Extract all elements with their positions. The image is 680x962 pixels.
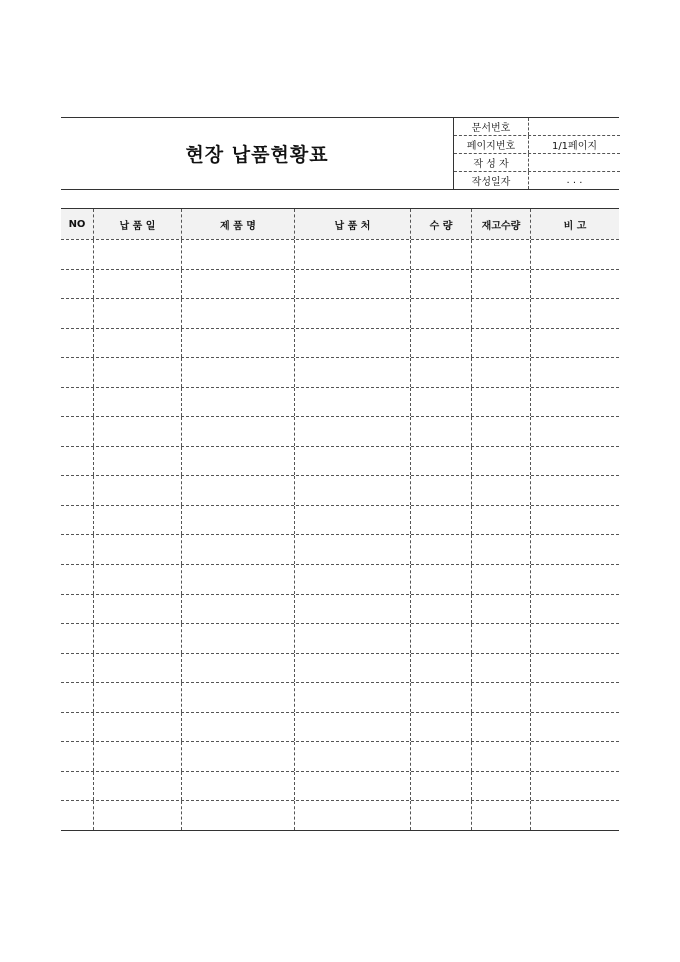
cell-delivery-place[interactable] xyxy=(294,742,410,771)
cell-no[interactable] xyxy=(61,535,93,564)
column-header-delivery-date: 납 품 일 xyxy=(93,209,181,239)
cell-no[interactable] xyxy=(61,476,93,505)
cell-delivery-place[interactable] xyxy=(294,358,410,387)
cell-stock-quantity[interactable] xyxy=(471,299,530,328)
cell-quantity[interactable] xyxy=(410,329,471,358)
cell-product-name[interactable] xyxy=(181,624,294,653)
cell-no[interactable] xyxy=(61,506,93,535)
delivery-table xyxy=(61,208,619,831)
cell-product-name[interactable] xyxy=(181,417,294,446)
cell-delivery-place[interactable] xyxy=(294,329,410,358)
meta-value: 1/1페이지 xyxy=(551,141,598,152)
cell-stock-quantity[interactable] xyxy=(471,240,530,269)
cell-no[interactable] xyxy=(61,742,93,771)
cell-stock-quantity[interactable] xyxy=(471,535,530,564)
cell-quantity[interactable] xyxy=(410,476,471,505)
cell-quantity[interactable] xyxy=(410,417,471,446)
cell-delivery-date[interactable] xyxy=(93,506,181,535)
cell-product-name[interactable] xyxy=(181,565,294,594)
cell-remarks[interactable] xyxy=(530,595,619,624)
cell-stock-quantity[interactable] xyxy=(471,713,530,742)
cell-quantity[interactable] xyxy=(410,565,471,594)
cell-no[interactable] xyxy=(61,595,93,624)
column-header-delivery-place: 납 품 처 xyxy=(294,209,410,239)
table-row xyxy=(61,623,619,653)
cell-stock-quantity[interactable] xyxy=(471,270,530,299)
cell-product-name[interactable] xyxy=(181,358,294,387)
cell-product-name[interactable] xyxy=(181,654,294,683)
meta-label: 페이지번호 xyxy=(454,136,529,153)
cell-delivery-place[interactable] xyxy=(294,595,410,624)
cell-delivery-date[interactable] xyxy=(93,447,181,476)
cell-delivery-date[interactable] xyxy=(93,624,181,653)
cell-remarks[interactable] xyxy=(530,388,619,417)
meta-value xyxy=(529,118,620,135)
cell-no[interactable] xyxy=(61,358,93,387)
cell-no[interactable] xyxy=(61,299,93,328)
cell-delivery-place[interactable] xyxy=(294,801,410,830)
cell-stock-quantity[interactable] xyxy=(471,565,530,594)
table-row xyxy=(61,534,619,564)
cell-stock-quantity[interactable] xyxy=(471,801,530,830)
cell-delivery-place[interactable] xyxy=(294,388,410,417)
cell-remarks[interactable] xyxy=(530,358,619,387)
cell-stock-quantity[interactable] xyxy=(471,358,530,387)
table-row xyxy=(61,741,619,771)
cell-quantity[interactable] xyxy=(410,772,471,801)
cell-quantity[interactable] xyxy=(410,358,471,387)
table-header-row xyxy=(61,209,619,239)
cell-quantity[interactable] xyxy=(410,240,471,269)
table-row xyxy=(61,357,619,387)
cell-stock-quantity[interactable] xyxy=(471,595,530,624)
cell-product-name[interactable] xyxy=(181,772,294,801)
table-row xyxy=(61,505,619,535)
meta-value: . . . xyxy=(566,175,583,186)
cell-product-name[interactable] xyxy=(181,506,294,535)
cell-delivery-place[interactable] xyxy=(294,535,410,564)
cell-quantity[interactable] xyxy=(410,683,471,712)
cell-no[interactable] xyxy=(61,713,93,742)
cell-delivery-place[interactable] xyxy=(294,506,410,535)
meta-label: 문서번호 xyxy=(454,118,529,135)
cell-product-name[interactable] xyxy=(181,595,294,624)
cell-delivery-date[interactable] xyxy=(93,772,181,801)
cell-stock-quantity[interactable] xyxy=(471,506,530,535)
table-row xyxy=(61,800,619,830)
cell-delivery-date[interactable] xyxy=(93,417,181,446)
meta-row-author xyxy=(454,154,620,172)
table-row xyxy=(61,446,619,476)
cell-remarks[interactable] xyxy=(530,565,619,594)
cell-stock-quantity[interactable] xyxy=(471,654,530,683)
cell-no[interactable] xyxy=(61,329,93,358)
cell-product-name[interactable] xyxy=(181,240,294,269)
cell-delivery-date[interactable] xyxy=(93,270,181,299)
cell-delivery-date[interactable] xyxy=(93,358,181,387)
table-body xyxy=(61,239,619,830)
column-header-remarks: 비 고 xyxy=(530,209,619,239)
table-row xyxy=(61,712,619,742)
cell-product-name[interactable] xyxy=(181,683,294,712)
cell-remarks[interactable] xyxy=(530,447,619,476)
cell-quantity[interactable] xyxy=(410,654,471,683)
cell-delivery-place[interactable] xyxy=(294,240,410,269)
cell-delivery-place[interactable] xyxy=(294,654,410,683)
cell-remarks[interactable] xyxy=(530,506,619,535)
cell-delivery-date[interactable] xyxy=(93,801,181,830)
meta-label: 작 성 자 xyxy=(454,154,529,171)
cell-delivery-place[interactable] xyxy=(294,624,410,653)
meta-label: 작성일자 xyxy=(454,172,529,189)
cell-delivery-place[interactable] xyxy=(294,270,410,299)
cell-no[interactable] xyxy=(61,240,93,269)
cell-remarks[interactable] xyxy=(530,713,619,742)
cell-remarks[interactable] xyxy=(530,624,619,653)
column-header-product-name: 제 품 명 xyxy=(181,209,294,239)
table-row xyxy=(61,387,619,417)
cell-delivery-date[interactable] xyxy=(93,299,181,328)
cell-stock-quantity[interactable] xyxy=(471,683,530,712)
cell-no[interactable] xyxy=(61,654,93,683)
cell-delivery-date[interactable] xyxy=(93,595,181,624)
cell-stock-quantity[interactable] xyxy=(471,447,530,476)
cell-remarks[interactable] xyxy=(530,270,619,299)
cell-stock-quantity[interactable] xyxy=(471,476,530,505)
cell-remarks[interactable] xyxy=(530,742,619,771)
cell-remarks[interactable] xyxy=(530,476,619,505)
document-title: 현장 납품현황표 xyxy=(185,144,329,166)
cell-remarks[interactable] xyxy=(530,240,619,269)
table-row xyxy=(61,269,619,299)
cell-delivery-place[interactable] xyxy=(294,683,410,712)
table-row xyxy=(61,564,619,594)
table-row xyxy=(61,475,619,505)
cell-stock-quantity[interactable] xyxy=(471,624,530,653)
cell-quantity[interactable] xyxy=(410,595,471,624)
cell-quantity[interactable] xyxy=(410,535,471,564)
cell-quantity[interactable] xyxy=(410,624,471,653)
cell-no[interactable] xyxy=(61,683,93,712)
cell-remarks[interactable] xyxy=(530,535,619,564)
cell-product-name[interactable] xyxy=(181,447,294,476)
cell-delivery-place[interactable] xyxy=(294,565,410,594)
meta-row-date xyxy=(454,172,620,189)
cell-product-name[interactable] xyxy=(181,270,294,299)
cell-no[interactable] xyxy=(61,447,93,476)
cell-delivery-date[interactable] xyxy=(93,683,181,712)
cell-stock-quantity[interactable] xyxy=(471,772,530,801)
table-row xyxy=(61,298,619,328)
table-row xyxy=(61,328,619,358)
cell-delivery-place[interactable] xyxy=(294,713,410,742)
cell-remarks[interactable] xyxy=(530,417,619,446)
cell-product-name[interactable] xyxy=(181,476,294,505)
table-row xyxy=(61,771,619,801)
cell-stock-quantity[interactable] xyxy=(471,329,530,358)
cell-remarks[interactable] xyxy=(530,683,619,712)
table-row xyxy=(61,239,619,269)
cell-delivery-date[interactable] xyxy=(93,476,181,505)
meta-row-page-number xyxy=(454,136,620,154)
cell-delivery-date[interactable] xyxy=(93,565,181,594)
cell-delivery-date[interactable] xyxy=(93,742,181,771)
cell-quantity[interactable] xyxy=(410,801,471,830)
cell-remarks[interactable] xyxy=(530,772,619,801)
meta-value xyxy=(529,154,620,171)
document-meta-box xyxy=(453,118,620,189)
cell-delivery-place[interactable] xyxy=(294,299,410,328)
cell-delivery-place[interactable] xyxy=(294,476,410,505)
table-row xyxy=(61,594,619,624)
cell-no[interactable] xyxy=(61,772,93,801)
cell-quantity[interactable] xyxy=(410,299,471,328)
cell-product-name[interactable] xyxy=(181,329,294,358)
cell-product-name[interactable] xyxy=(181,535,294,564)
cell-quantity[interactable] xyxy=(410,270,471,299)
cell-delivery-date[interactable] xyxy=(93,329,181,358)
cell-quantity[interactable] xyxy=(410,447,471,476)
cell-product-name[interactable] xyxy=(181,388,294,417)
cell-stock-quantity[interactable] xyxy=(471,417,530,446)
cell-no[interactable] xyxy=(61,417,93,446)
cell-product-name[interactable] xyxy=(181,713,294,742)
cell-product-name[interactable] xyxy=(181,299,294,328)
document-header xyxy=(61,117,619,190)
cell-product-name[interactable] xyxy=(181,801,294,830)
cell-quantity[interactable] xyxy=(410,388,471,417)
cell-delivery-date[interactable] xyxy=(93,240,181,269)
cell-no[interactable] xyxy=(61,565,93,594)
cell-delivery-date[interactable] xyxy=(93,535,181,564)
cell-remarks[interactable] xyxy=(530,654,619,683)
cell-delivery-date[interactable] xyxy=(93,654,181,683)
cell-delivery-place[interactable] xyxy=(294,772,410,801)
cell-quantity[interactable] xyxy=(410,506,471,535)
cell-no[interactable] xyxy=(61,801,93,830)
cell-stock-quantity[interactable] xyxy=(471,388,530,417)
cell-quantity[interactable] xyxy=(410,742,471,771)
meta-row-doc-number xyxy=(454,118,620,136)
cell-no[interactable] xyxy=(61,388,93,417)
cell-quantity[interactable] xyxy=(410,713,471,742)
cell-delivery-date[interactable] xyxy=(93,388,181,417)
table-row xyxy=(61,653,619,683)
table-row xyxy=(61,416,619,446)
cell-remarks[interactable] xyxy=(530,801,619,830)
table-row xyxy=(61,682,619,712)
column-header-quantity: 수 량 xyxy=(410,209,471,239)
cell-delivery-date[interactable] xyxy=(93,713,181,742)
column-header-stock-quantity: 재고수량 xyxy=(471,209,530,239)
cell-remarks[interactable] xyxy=(530,299,619,328)
cell-delivery-place[interactable] xyxy=(294,447,410,476)
cell-remarks[interactable] xyxy=(530,329,619,358)
cell-product-name[interactable] xyxy=(181,742,294,771)
cell-delivery-place[interactable] xyxy=(294,417,410,446)
cell-no[interactable] xyxy=(61,270,93,299)
cell-no[interactable] xyxy=(61,624,93,653)
column-header-no: NO xyxy=(68,218,86,230)
cell-stock-quantity[interactable] xyxy=(471,742,530,771)
